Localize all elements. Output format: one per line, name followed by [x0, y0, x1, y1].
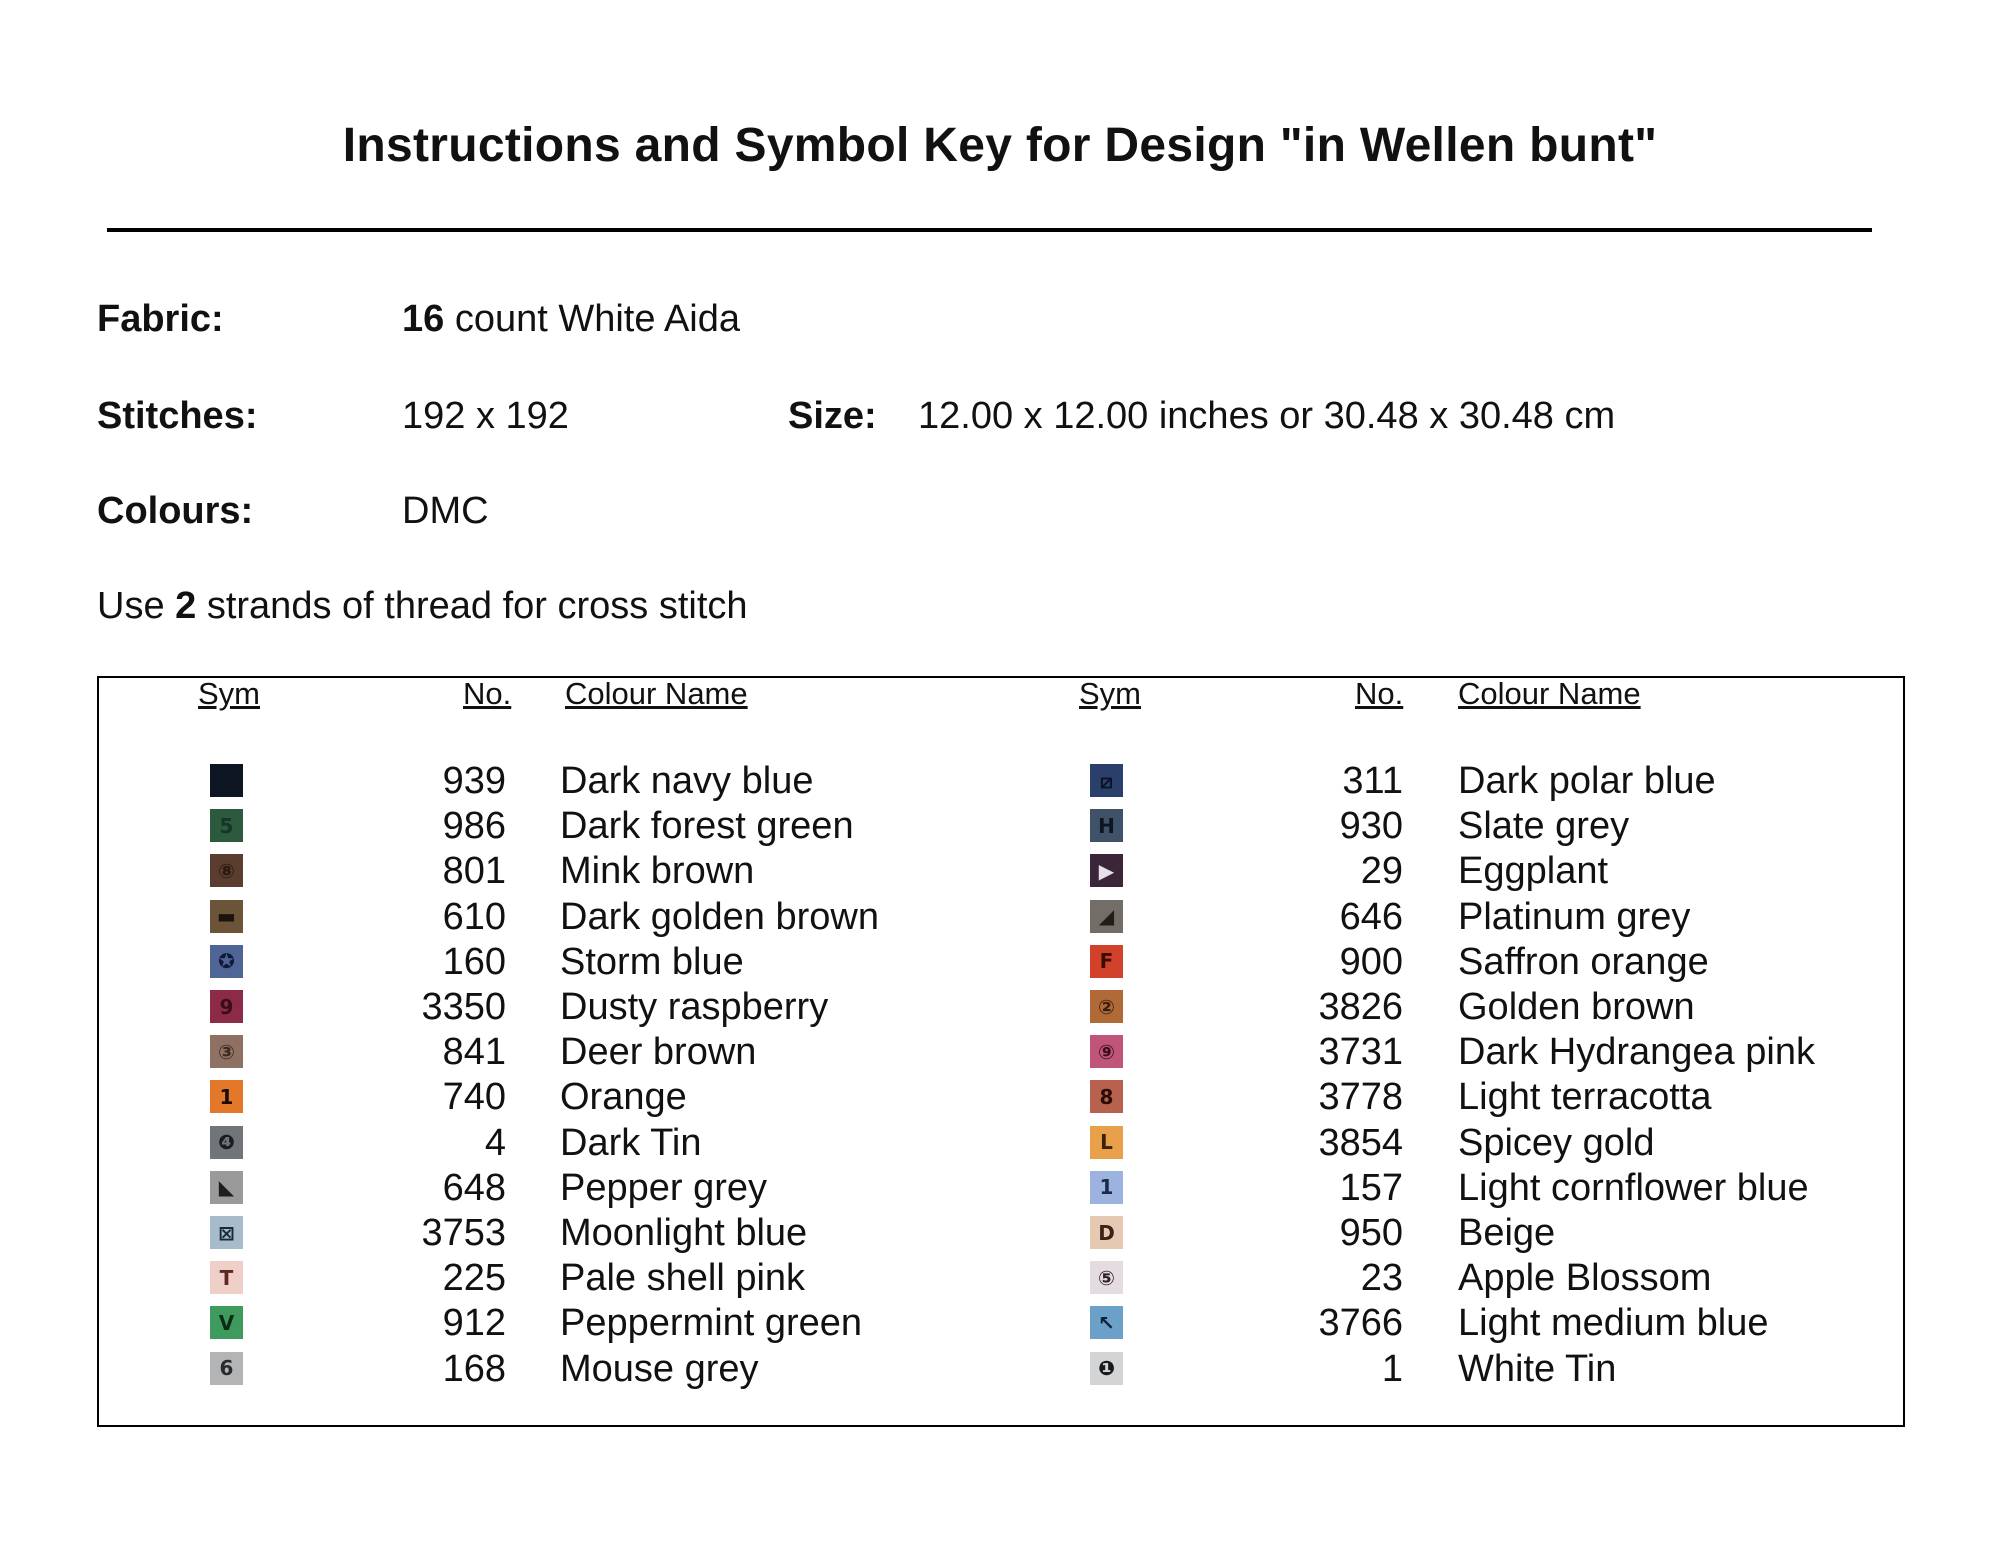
fabric-value [402, 298, 740, 341]
stitches-label: Stitches: [97, 395, 258, 437]
strands-prefix: Use [97, 585, 176, 627]
right-colour-name: Apple Blossom [1458, 1257, 1712, 1300]
left-symbol-swatch-icon: ⑧ [210, 854, 243, 887]
left-dmc-number: 986 [442, 805, 506, 848]
left-colour-name: Dark Tin [560, 1121, 702, 1164]
left-no-header: No. [463, 676, 512, 711]
right-dmc-number: 3766 [1318, 1302, 1403, 1345]
left-colour-name: Deer brown [560, 1031, 757, 1074]
right-dmc-number: 646 [1339, 895, 1403, 938]
right-symbol-swatch-icon: F [1090, 945, 1123, 978]
title-divider [107, 228, 1872, 232]
right-dmc-number: 157 [1339, 1166, 1403, 1209]
left-dmc-number: 160 [442, 940, 506, 983]
right-colour-name: Light medium blue [1458, 1302, 1769, 1345]
right-colour-name: Dark polar blue [1458, 760, 1716, 802]
right-sym-header: Sym [1079, 676, 1141, 711]
strands-instruction [97, 585, 748, 628]
right-symbol-swatch-icon: L [1090, 1126, 1123, 1159]
left-dmc-number: 4 [484, 1121, 506, 1164]
left-symbol-swatch-icon: ◣ [210, 1171, 243, 1204]
right-colour-name: Golden brown [1458, 986, 1695, 1028]
left-symbol-swatch-icon: 6 [210, 1352, 243, 1385]
left-colour-name: Mouse grey [560, 1347, 759, 1390]
right-colour-name: White Tin [1458, 1347, 1617, 1390]
right-dmc-number: 3854 [1318, 1121, 1403, 1164]
left-colour-name: Orange [560, 1076, 687, 1119]
right-colour-name: Dark Hydrangea pink [1458, 1031, 1815, 1074]
left-colour-name: Mink brown [560, 850, 755, 893]
right-symbol-swatch-icon: ② [1090, 990, 1123, 1023]
page-title: Instructions and Symbol Key for Design "in Wellen bunt" [342, 119, 1658, 172]
right-colour-name: Eggplant [1458, 850, 1609, 893]
left-dmc-number: 740 [442, 1076, 506, 1119]
colours-label: Colours: [97, 490, 254, 532]
strands-suffix: strands of thread for cross stitch [196, 585, 748, 627]
left-symbol-swatch-icon: ❹ [210, 1126, 243, 1159]
right-symbol-swatch-icon: ❶ [1090, 1352, 1123, 1385]
strands-count: 2 [175, 585, 197, 627]
right-symbol-swatch-icon: ⑨ [1090, 1035, 1123, 1068]
right-dmc-number: 311 [1342, 760, 1403, 802]
left-symbol-swatch-icon: ✪ [210, 945, 243, 978]
right-symbol-swatch-icon: ⑤ [1090, 1261, 1123, 1294]
left-dmc-number: 225 [442, 1257, 506, 1300]
left-colour-name: Moonlight blue [560, 1212, 808, 1254]
left-symbol-swatch-icon: 9 [210, 990, 243, 1023]
left-dmc-number: 3753 [421, 1212, 506, 1254]
colours-value: DMC [402, 490, 489, 532]
right-dmc-number: 29 [1360, 850, 1403, 893]
right-symbol-swatch-icon: 8 [1090, 1080, 1123, 1113]
right-dmc-number: 3826 [1318, 986, 1403, 1028]
right-symbol-swatch-icon: H [1090, 809, 1123, 842]
right-dmc-number: 23 [1360, 1257, 1403, 1300]
left-symbol-swatch-icon: ③ [210, 1035, 243, 1068]
right-dmc-number: 1 [1381, 1347, 1403, 1390]
right-colour-name: Saffron orange [1458, 940, 1709, 983]
right-name-header: Colour Name [1458, 676, 1641, 711]
left-dmc-number: 648 [442, 1166, 506, 1209]
left-sym-header: Sym [198, 676, 260, 711]
left-colour-name: Storm blue [560, 940, 744, 983]
left-symbol-swatch-icon: V [210, 1306, 243, 1339]
left-colour-name: Pale shell pink [560, 1257, 806, 1300]
left-colour-name: Dark golden brown [560, 895, 879, 938]
left-dmc-number: 841 [442, 1031, 506, 1074]
right-dmc-number: 950 [1339, 1212, 1403, 1254]
left-colour-name: Dusty raspberry [560, 986, 829, 1028]
left-colour-name: Pepper grey [560, 1166, 768, 1209]
left-symbol-swatch-icon: ⊠ [210, 1216, 243, 1249]
right-colour-name: Slate grey [1458, 805, 1630, 848]
right-symbol-swatch-icon: ↖ [1090, 1306, 1123, 1339]
right-colour-name: Spicey gold [1458, 1121, 1655, 1164]
left-colour-name: Peppermint green [560, 1302, 863, 1345]
right-dmc-number: 900 [1339, 940, 1403, 983]
left-dmc-number: 3350 [421, 986, 506, 1028]
size-label: Size: [788, 395, 877, 437]
left-colour-name: Dark navy blue [560, 760, 814, 802]
left-colour-name: Dark forest green [560, 805, 854, 848]
right-colour-name: Platinum grey [1458, 895, 1691, 938]
right-colour-name: Beige [1458, 1212, 1556, 1254]
left-dmc-number: 610 [442, 895, 506, 938]
fabric-label: Fabric: [97, 298, 224, 340]
stitches-value: 192 x 192 [402, 395, 569, 437]
left-dmc-number: 168 [442, 1347, 506, 1390]
right-dmc-number: 930 [1339, 805, 1403, 848]
fabric-count: 16 [402, 298, 445, 340]
left-dmc-number: 801 [442, 850, 506, 893]
right-colour-name: Light terracotta [1458, 1076, 1712, 1119]
left-name-header: Colour Name [565, 676, 748, 711]
right-symbol-swatch-icon: 1 [1090, 1171, 1123, 1204]
left-symbol-swatch-icon: 5 [210, 809, 243, 842]
right-colour-name: Light cornflower blue [1458, 1166, 1809, 1209]
left-dmc-number: 912 [442, 1302, 506, 1345]
left-dmc-number: 939 [442, 760, 506, 802]
right-dmc-number: 3778 [1318, 1076, 1403, 1119]
left-symbol-swatch-icon [210, 764, 243, 797]
right-symbol-swatch-icon: ⧄ [1090, 764, 1123, 797]
fabric-description: count White Aida [444, 298, 741, 340]
left-symbol-swatch-icon: 1 [210, 1080, 243, 1113]
right-symbol-swatch-icon: D [1090, 1216, 1123, 1249]
size-value: 12.00 x 12.00 inches or 30.48 x 30.48 cm [918, 395, 1616, 437]
right-dmc-number: 3731 [1318, 1031, 1403, 1074]
right-no-header: No. [1355, 676, 1404, 711]
left-symbol-swatch-icon: T [210, 1261, 243, 1294]
right-symbol-swatch-icon: ◢ [1090, 900, 1123, 933]
right-symbol-swatch-icon: ▶ [1090, 854, 1123, 887]
left-symbol-swatch-icon: ▬ [210, 900, 243, 933]
